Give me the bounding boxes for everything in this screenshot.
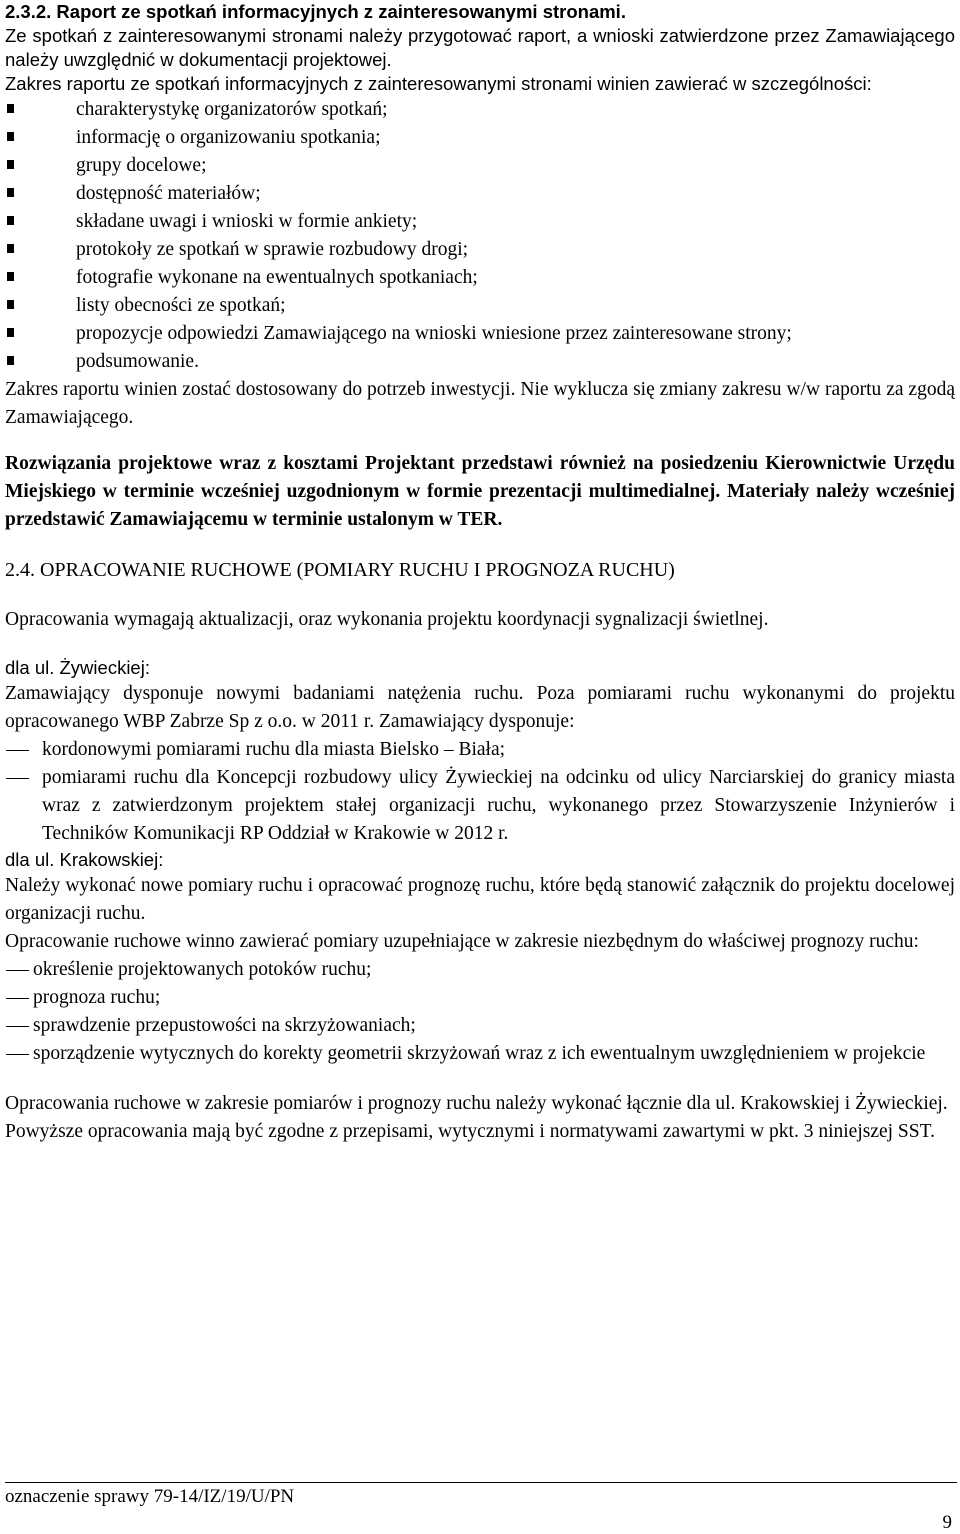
raport-scope-list <box>5 96 955 376</box>
document-page <box>5 0 955 1146</box>
krakowska-label: dla ul. Krakowskiej: <box>5 849 164 870</box>
case-reference: oznaczenie sprawy 79-14/IZ/19/U/PN <box>5 1486 295 1507</box>
scope-list <box>5 956 955 1068</box>
list-item: charakterystykę organizatorów spotkań; <box>5 96 955 124</box>
raport-closing: Zakres raportu winien zostać dostosowany do potrzeb inwestycji. Nie wyklucza się zmiany zakresu w/w raportu za zgodą Zamawiającego. <box>5 379 955 428</box>
list-item: składane uwagi i wnioski w formie ankiety; <box>5 208 955 236</box>
raport-intro: Ze spotkań z zainteresowanymi stronami należy przygotować raport, a wnioski zatwierdzone przez Zamawiającego należy uwzględnić w dokumentacji projektowej. <box>5 25 955 70</box>
list-item: propozycje odpowiedzi Zamawiającego na wnioski wniesione przez zainteresowane strony; <box>5 320 955 348</box>
traffic-intro: Opracowania wymagają aktualizacji, oraz wykonania projektu koordynacji sygnalizacji świetlnej. <box>5 609 769 630</box>
presentation-requirement: Rozwiązania projektowe wraz z kosztami Projektant przedstawi również na posiedzeniu Kierownictwie Urzędu Miejskiego w terminie wcześniej uzgodnionym w formie prezentacji multimedialnej. Materiały należy wcześniej przedstawić Zamawiającemu w terminie ustalonym w TER. <box>5 453 955 530</box>
raport-scope-intro: Zakres raportu ze spotkań informacyjnych z zainteresowanymi stronami winien zawierać w szczególności: <box>5 73 872 94</box>
krakowska-text: Należy wykonać nowe pomiary ruchu i opracować prognozę ruchu, które będą stanowić załącznik do projektu docelowej organizacji ruchu. <box>5 875 955 924</box>
page-number: 9 <box>942 1512 952 1533</box>
joint-text: Opracowania ruchowe w zakresie pomiarów i prognozy ruchu należy wykonać łącznie dla ul. Krakowskiej i Żywieckiej. <box>5 1093 948 1114</box>
compliance-text: Powyższe opracowania mają być zgodne z przepisami, wytycznymi i normatywami zawartymi w pkt. 3 niniejszej SST. <box>5 1121 935 1142</box>
list-item: kordonowymi pomiarami ruchu dla miasta Bielsko – Biała; <box>5 736 955 764</box>
scope-text: Opracowanie ruchowe winno zawierać pomiary uzupełniające w zakresie niezbędnym do właściwej prognozy ruchu: <box>5 931 919 952</box>
section-heading-232: 2.3.2. Raport ze spotkań informacyjnych z zainteresowanymi stronami. <box>5 1 626 22</box>
list-item: sprawdzenie przepustowości na skrzyżowaniach; <box>5 1012 955 1040</box>
list-item: grupy docelowe; <box>5 152 955 180</box>
zywiecka-label: dla ul. Żywieckiej: <box>5 657 150 678</box>
list-item: pomiarami ruchu dla Koncepcji rozbudowy ulicy Żywieckiej na odcinku od ulicy Narciarskiej do granicy miasta wraz z zatwierdzonym projektem stałej organizacji ruchu, wykonanego przez Stowarzyszenie Inżynierów i Techników Komunikacji RP Oddział w Krakowie w 2012 r. <box>5 764 955 848</box>
list-item: informację o organizowaniu spotkania; <box>5 124 955 152</box>
list-item: protokoły ze spotkań w sprawie rozbudowy drogi; <box>5 236 955 264</box>
list-item: podsumowanie. <box>5 348 955 376</box>
footer-divider <box>5 1482 957 1483</box>
zywiecka-list <box>5 736 955 848</box>
list-item: określenie projektowanych potoków ruchu; <box>5 956 955 984</box>
list-item: dostępność materiałów; <box>5 180 955 208</box>
list-item: listy obecności ze spotkań; <box>5 292 955 320</box>
list-item: prognoza ruchu; <box>5 984 955 1012</box>
list-item: sporządzenie wytycznych do korekty geometrii skrzyżowań wraz z ich ewentualnym uwzględnieniem w projekcie <box>5 1040 955 1068</box>
list-item: fotografie wykonane na ewentualnych spotkaniach; <box>5 264 955 292</box>
zywiecka-text: Zamawiający dysponuje nowymi badaniami natężenia ruchu. Poza pomiarami ruchu wykonanymi do projektu opracowanego WBP Zabrze Sp z o.o. w 2011 r. Zamawiający dysponuje: <box>5 683 955 732</box>
section-heading-24: 2.4. OPRACOWANIE RUCHOWE (POMIARY RUCHU I PROGNOZA RUCHU) <box>5 559 675 581</box>
